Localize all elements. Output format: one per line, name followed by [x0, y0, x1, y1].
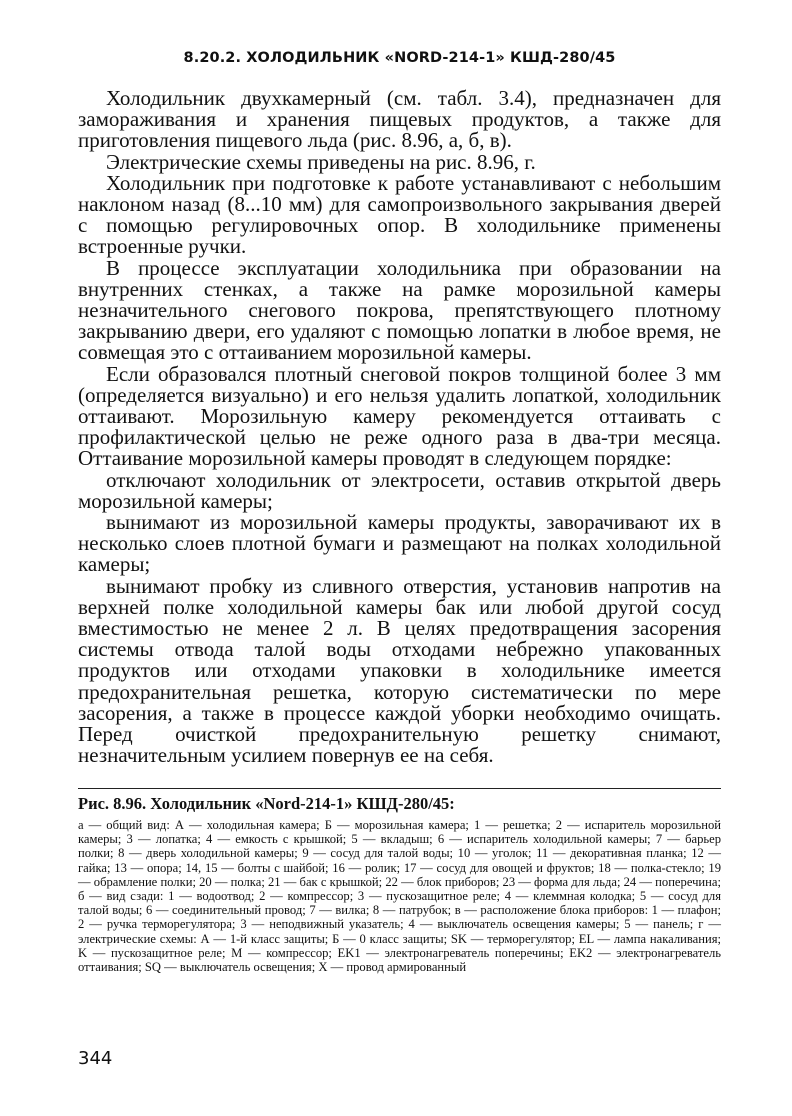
page-content: [78, 50, 721, 767]
figure-caption: [78, 788, 721, 974]
body-text: [78, 88, 721, 767]
paragraph: Если образовался плотный снеговой покров толщиной более 3 мм (определяется визуально) и его нельзя удалить лопаткой, холодильник оттаивают. Морозильную камеру рекомендуется оттаивать с профилактической целью не реже одного раза в два-три месяца. Оттаивание морозильной камеры проводят в следующем порядке:: [78, 361, 721, 471]
page-number: 344: [78, 1048, 113, 1069]
caption-title: Рис. 8.96. Холодильник «Nord-214-1» КШД-280/45:: [78, 794, 455, 813]
paragraph: В процессе эксплуатации холодильника при образовании на внутренних стенках, а также на рамке морозильной камеры незначительного снегового покрова, препятствующего плотному закрыванию двери, его удаляют с помощью лопатки в любое время, не совмещая это с оттаиванием морозильной камеры.: [78, 255, 721, 365]
list-item: вынимают пробку из сливного отверстия, установив напротив на верхней полке холодильной камеры бак или любой другой сосуд вместимостью не менее 2 л. В целях предотвращения засорения системы отвода талой воды отходами небрежно упакованных продуктов или отходами упаковки в холодильнике имеется предохранительная решетка, которую систематически по мере засорения, а также в процессе каждой уборки необходимо очищать. Перед очисткой предохранительную решетку снимают, незначительным усилием повернув ее на себя.: [78, 573, 721, 768]
list-item: отключают холодильник от электросети, оставив открытой дверь морозильной камеры;: [78, 467, 721, 513]
section-header: 8.20.2. ХОЛОДИЛЬНИК «NORD-214-1» КШД-280/45: [183, 50, 616, 66]
paragraph: Холодильник при подготовке к работе устанавливают с небольшим наклоном назад (8...10 мм) для самопроизвольного закрывания дверей с помощью регулировочных опор. В холодильнике применены встроенные ручки.: [78, 170, 721, 259]
list-item: вынимают из морозильной камеры продукты, заворачивают их в несколько слоев плотной бумаги и размещают на полках холодильной камеры;: [78, 510, 721, 577]
paragraph: Холодильник двухкамерный (см. табл. 3.4), предназначен для замораживания и хранения пищевых продуктов, а также для приготовления пищевого льда (рис. 8.96, а, б, в).: [78, 86, 721, 153]
caption-text: а — общий вид: А — холодильная камера; Б — морозильная камера; 1 — решетка; 2 — испаритель морозильной камеры; 3 — лопатка; 4 — емкость с крышкой; 5 — вкладыш; 6 — испаритель холодильной камеры; 7 — барьер полки; 8 — дверь холодильной камеры; 9 — сосуд для талой воды; 10 — уголок; 11 — декоративная планка; 12 — гайка; 13 — опора; 14, 15 — болты с шайбой; 16 — ролик; 17 — сосуд для овощей и фруктов; 18 — полка-стекло; 19 — обрамление полки; 20 — полка; 21 — бак с крышкой; 22 — блок приборов; 23 — форма для льда; 24 — поперечина; б — вид сзади: 1 — водоотвод; 2 — компрессор; 3 — пускозащитное реле; 4 — клеммная колодка; 5 — сосуд для талой воды; 6 — соединительный провод; 7 — вилка; 8 — патрубок; в — расположение блока приборов: 1 — плафон; 2 — ручка терморегулятора; 3 — неподвижный указатель; 4 — выключатель освещения камеры; 5 — панель; г — электрические схемы: А — 1-й класс защиты; Б — 0 класс защиты; SK — терморегулятор; EL — лампа накаливания; K — пускозащитное реле; M — компрессор; EK1 — электронагреватель поперечины; EK2 — электронагреватель оттаивания; SQ — выключатель освещения; X — провод армированный: [78, 818, 721, 975]
paragraph: Электрические схемы приведены на рис. 8.96, г.: [106, 149, 536, 174]
